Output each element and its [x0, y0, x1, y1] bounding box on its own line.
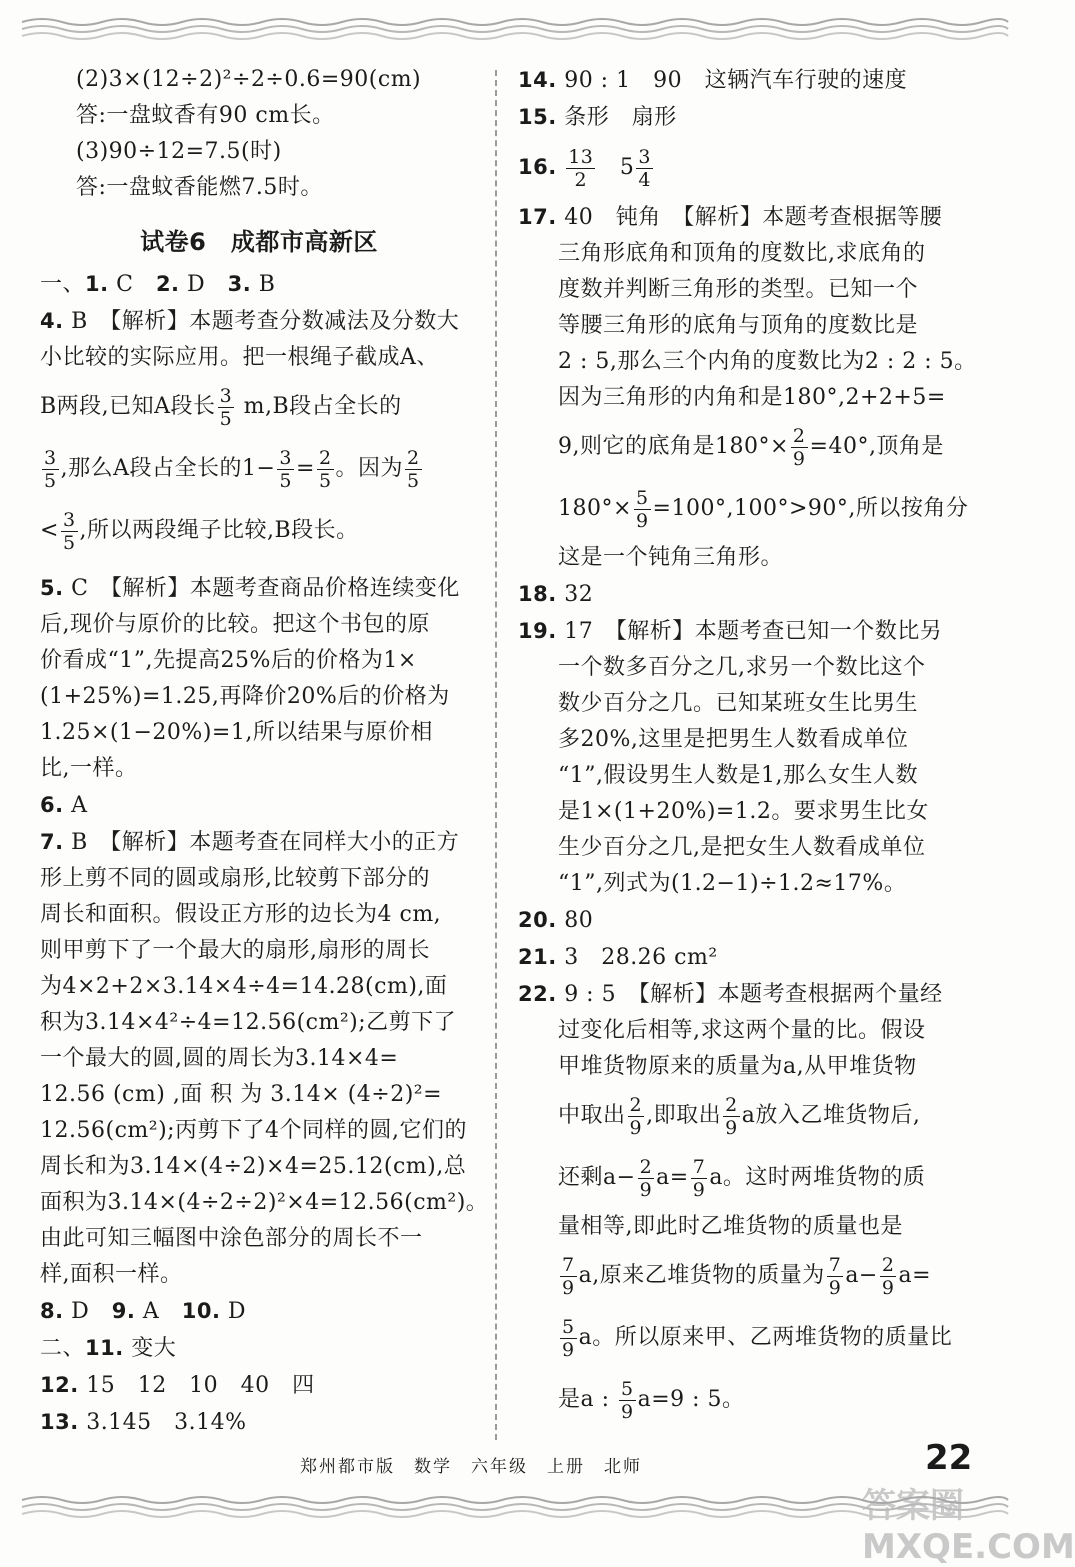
fraction — [636, 146, 653, 191]
q-number: 13. — [40, 1410, 79, 1434]
q7-text: B 【解析】本题考查在同样大小的正方 — [63, 830, 460, 855]
q-number: 20. — [518, 908, 557, 932]
fraction — [880, 1254, 897, 1299]
q-number: 4. — [40, 309, 64, 333]
answer: A — [63, 793, 88, 818]
numerator: 2 — [629, 1093, 643, 1116]
answer: 90 : 1 90 这辆汽车行驶的速度 — [556, 68, 908, 93]
q17-line: 三角形底角和顶角的度数比,求底角的 — [558, 241, 926, 266]
q4-line — [40, 438, 478, 500]
section-title: 试卷6 成都市高新区 — [140, 228, 378, 256]
q19-line — [518, 613, 958, 650]
fraction — [218, 385, 235, 430]
q17-line: 因为三角形的内角和是180°,2+2+5= — [558, 385, 946, 410]
q22-text: a= — [656, 1165, 689, 1190]
q5-line: 比,一样。 — [40, 756, 138, 781]
q7-line: 样,面积一样。 — [40, 1262, 183, 1287]
q-number: 17. — [518, 205, 557, 229]
fraction — [634, 487, 651, 532]
answer: C — [108, 272, 156, 297]
watermark: 答案圈 MXQE.COM — [862, 1486, 1075, 1567]
q4-text: B 【解析】本题考查分数减法及分数大 — [63, 309, 460, 334]
denominator: 9 — [692, 1178, 706, 1201]
q17-line: 等腰三角形的底角与顶角的度数比是 — [558, 313, 919, 338]
q19-line: 多20%,这里是把男生人数看成单位 — [558, 727, 909, 752]
answer: D — [179, 272, 228, 297]
decorative-wavy-border-bottom — [22, 1494, 1008, 1520]
fraction — [560, 1316, 577, 1361]
fraction — [628, 1094, 645, 1139]
q22-line — [518, 1085, 958, 1147]
q-number: 11. — [85, 1336, 124, 1360]
answer: 32 — [556, 582, 594, 607]
q-number: 16. — [518, 155, 557, 179]
denominator: 9 — [792, 447, 806, 470]
text-line: 答:一盘蚊香能燃7.5时。 — [76, 175, 323, 200]
q5-line: (1+25%)=1.25,再降价20%后的价格为 — [40, 684, 450, 709]
answer-line-12 — [40, 1367, 478, 1404]
q-number: 22. — [518, 982, 557, 1006]
q19-line: 一个数多百分之几,求另一个数比这个 — [558, 655, 926, 680]
denominator: 9 — [562, 1338, 575, 1361]
fraction — [638, 1156, 655, 1201]
answer-line-15 — [518, 99, 958, 136]
denominator: 9 — [629, 1116, 643, 1139]
q22-line: 过变化后相等,求这两个量的比。假设 — [558, 1018, 926, 1043]
numerator: 2 — [725, 1093, 738, 1116]
q22-line: 量相等,即此时乙堆货物的质量也是 — [558, 1214, 903, 1239]
q-number: 21. — [518, 945, 557, 969]
q22-text: a放入乙堆货物后, — [741, 1103, 921, 1128]
q7-line: 12.56 (cm) ,面 积 为 3.14× (4÷2)²= — [40, 1082, 443, 1107]
q19-line: 数少百分之几。已知某班女生比男生 — [558, 691, 919, 716]
q-number: 19. — [518, 619, 557, 643]
q22-text: a= — [898, 1263, 932, 1288]
page-number: 22 — [925, 1438, 973, 1478]
decorative-wavy-border-top — [22, 14, 1008, 40]
denominator: 9 — [828, 1276, 842, 1299]
answer: 80 — [556, 908, 594, 933]
q7-line: 周长和面积。假设正方形的边长为4 cm, — [40, 902, 442, 927]
numerator: 2 — [639, 1155, 653, 1178]
q22-text: ,即取出 — [646, 1103, 722, 1128]
right-column — [518, 62, 977, 1431]
fraction — [619, 1378, 636, 1423]
q17-text: =40°,顶角是 — [809, 434, 944, 459]
q-number: 5. — [40, 576, 64, 600]
denominator: 9 — [635, 509, 649, 532]
fraction — [691, 1156, 708, 1201]
fraction — [791, 425, 808, 470]
q17-line: 2 : 5,那么三个内角的度数比为2 : 2 : 5。 — [558, 349, 977, 374]
part-prefix: 一、 — [40, 272, 86, 297]
q-number: 7. — [40, 830, 64, 854]
q-number: 9. — [111, 1299, 136, 1323]
q17-text: 9,则它的底角是180°× — [558, 434, 789, 459]
q4-line — [40, 376, 478, 438]
numerator: 7 — [562, 1253, 575, 1276]
numerator: 13 — [568, 145, 594, 168]
numerator: 2 — [792, 424, 806, 447]
answer-line-1-3 — [40, 266, 478, 303]
q6-line — [40, 787, 478, 824]
denominator: 9 — [621, 1400, 634, 1423]
numerator: 7 — [828, 1253, 842, 1276]
q7-line: 为4×2+2×3.14×4÷4=14.28(cm),面 — [40, 974, 448, 999]
numerator: 2 — [318, 446, 332, 469]
numerator: 3 — [62, 508, 76, 531]
q19-line: 生少百分之几,是把女生人数看成单位 — [558, 835, 926, 860]
q-number: 2. — [155, 272, 180, 296]
column-divider — [495, 70, 497, 1440]
q7-line: 面积为3.14×(4÷2÷2)²×4=12.56(cm²)。 — [40, 1190, 489, 1215]
answer-line-14 — [518, 62, 958, 99]
text-line: (3)90÷12=7.5(时) — [76, 139, 282, 164]
q22-line — [518, 1245, 958, 1307]
q17-text: =100°,100°>90°,所以按角分 — [652, 496, 969, 521]
q22-text: a− — [845, 1263, 878, 1288]
q7-line: 一个最大的圆,圆的周长为3.14×4= — [40, 1046, 399, 1071]
q-number: 10. — [181, 1299, 221, 1323]
q17-line — [518, 416, 958, 478]
q22-line: 甲堆货物原来的质量为a,从甲堆货物 — [558, 1054, 917, 1079]
q7-line: 周长和为3.14×(4÷2)×4=25.12(cm),总 — [40, 1154, 467, 1179]
denominator: 4 — [638, 168, 651, 191]
q22-text: 还剩a− — [558, 1165, 636, 1190]
q22-text: a,原来乙堆货物的质量为 — [578, 1263, 825, 1288]
denominator: 9 — [725, 1116, 738, 1139]
q22-text: 中取出 — [558, 1103, 626, 1128]
q4-text: m,B段占全长的 — [236, 394, 402, 419]
q5-line — [40, 570, 478, 607]
denominator: 9 — [639, 1178, 653, 1201]
q-number: 14. — [518, 68, 557, 92]
numerator: 2 — [881, 1253, 895, 1276]
q22-line — [518, 1369, 958, 1431]
q-number: 18. — [518, 582, 557, 606]
q-number: 3. — [227, 272, 252, 296]
q4-text: = — [296, 456, 315, 481]
q-number: 15. — [518, 105, 557, 129]
q4-text: B两段,已知A段长 — [40, 394, 216, 419]
fraction — [317, 447, 334, 492]
q22-line — [518, 1147, 958, 1209]
answer-line-8-10 — [40, 1293, 478, 1330]
q19-text: 17 【解析】本题考查已知一个数比另 — [556, 619, 943, 644]
q4-text: < — [40, 518, 59, 543]
q7-line: 则甲剪下了一个最大的扇形,扇形的周长 — [40, 938, 430, 963]
page-footer: 郑州都市版 数学 六年级 上册 北师 — [300, 1457, 642, 1477]
answer: 3 28.26 cm² — [556, 945, 718, 970]
denominator: 5 — [44, 469, 57, 492]
denominator: 5 — [407, 469, 420, 492]
q7-line — [40, 824, 478, 861]
numerator: 5 — [562, 1315, 575, 1338]
answer: D — [63, 1299, 112, 1324]
numerator: 3 — [44, 446, 57, 469]
q17-line — [518, 478, 969, 540]
text-line: (2)3×(12÷2)²÷2÷0.6=90(cm) — [76, 67, 422, 92]
q17-line: 度数并判断三角形的类型。已知一个 — [558, 277, 919, 302]
answer: 3.145 3.14% — [78, 1410, 247, 1435]
part-prefix: 二、 — [40, 1336, 86, 1361]
answer: A — [135, 1299, 182, 1324]
q5-line: 价看成“1”,先提高25%后的价格为1× — [40, 648, 417, 673]
answer: 15 12 10 40 四 — [78, 1373, 315, 1398]
fraction — [827, 1254, 844, 1299]
q-number: 6. — [40, 793, 64, 817]
text-line: 答:一盘蚊香有90 cm长。 — [76, 103, 335, 128]
denominator: 5 — [62, 531, 76, 554]
q22-text: a。所以原来甲、乙两堆货物的质量比 — [578, 1325, 953, 1350]
q17-text: 40 钝角 【解析】本题考查根据等腰 — [556, 205, 943, 230]
answer: D — [220, 1299, 247, 1324]
q19-line: “1”,列式为(1.2−1)÷1.2≈17%。 — [558, 871, 907, 896]
q17-line: 这是一个钝角三角形。 — [558, 545, 784, 570]
answer: B — [251, 272, 276, 297]
q4-text: ,那么A段占全长的1− — [60, 456, 276, 481]
fraction — [405, 447, 422, 492]
numerator: 7 — [692, 1155, 706, 1178]
numerator: 5 — [635, 486, 649, 509]
q7-line: 形上剪不同的圆或扇形,比较剪下部分的 — [40, 866, 430, 891]
answer: 变大 — [123, 1336, 177, 1361]
fraction — [560, 1254, 577, 1299]
numerator: 3 — [638, 145, 651, 168]
fraction — [723, 1094, 740, 1139]
left-column — [40, 62, 489, 1441]
fraction — [42, 447, 59, 492]
q4-line — [40, 303, 478, 340]
answer-line-20 — [518, 902, 958, 939]
q17-line — [518, 199, 958, 236]
denominator: 2 — [574, 168, 588, 191]
answer-line-18 — [518, 576, 958, 613]
q7-line: 12.56(cm²);丙剪下了4个同样的圆,它们的 — [40, 1118, 468, 1143]
q5-text: C 【解析】本题考查商品价格连续变化 — [63, 576, 460, 601]
answer-line-11 — [40, 1330, 478, 1367]
q22-text: a=9 : 5。 — [637, 1387, 745, 1412]
q4-text: 。因为 — [335, 456, 404, 481]
numerator: 2 — [407, 446, 420, 469]
denominator: 5 — [318, 469, 332, 492]
denominator: 9 — [562, 1276, 575, 1299]
q4-line: 小比较的实际应用。把一根绳子截成A、 — [40, 345, 439, 370]
answer: 5 — [597, 155, 635, 180]
q7-line: 由此可知三幅图中涂色部分的周长不一 — [40, 1226, 423, 1251]
fraction — [566, 146, 595, 191]
q-number: 8. — [40, 1299, 64, 1323]
q-number: 1. — [85, 272, 109, 296]
denominator: 9 — [881, 1276, 895, 1299]
answer-line-13 — [40, 1404, 478, 1441]
q-number: 12. — [40, 1373, 79, 1397]
answer: 条形 扇形 — [556, 105, 677, 130]
q19-line: 是1×(1+20%)=1.2。要求男生比女 — [558, 799, 929, 824]
q4-text: ,所以两段绳子比较,B段长。 — [79, 518, 359, 543]
q5-line: 1.25×(1−20%)=1,所以结果与原价相 — [40, 720, 433, 745]
q22-line — [518, 1307, 958, 1369]
numerator: 3 — [219, 384, 233, 407]
denominator: 5 — [219, 407, 233, 430]
q22-text: 9 : 5 【解析】本题考查根据两个量经 — [556, 982, 943, 1007]
fraction — [277, 447, 294, 492]
q17-text: 180°× — [558, 496, 632, 521]
numerator: 5 — [621, 1377, 634, 1400]
q22-text: a。这时两堆货物的质 — [709, 1165, 926, 1190]
answer-line-21 — [518, 939, 958, 976]
q5-line: 后,现价与原价的比较。把这个书包的原 — [40, 612, 430, 637]
q4-line — [40, 500, 478, 562]
q22-line — [518, 976, 958, 1013]
q19-line: “1”,假设男生人数是1,那么女生人数 — [558, 763, 918, 788]
fraction — [61, 509, 78, 554]
denominator: 5 — [279, 469, 292, 492]
numerator: 3 — [279, 446, 292, 469]
answer-line-16 — [518, 136, 958, 199]
q7-line: 积为3.14×4²÷4=12.56(cm²);乙剪下了 — [40, 1010, 457, 1035]
q22-text: 是a : — [558, 1387, 618, 1412]
